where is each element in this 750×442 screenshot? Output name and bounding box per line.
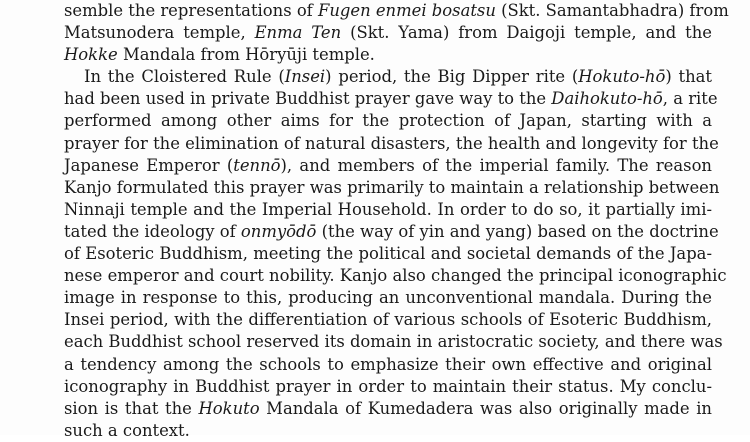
text-run: Mandala of Kumedadera was also originally made in: [259, 398, 712, 418]
italic-term: Daihokuto-hō: [551, 89, 663, 109]
text-run: Matsunodera temple,: [64, 23, 255, 43]
text-run: of Esoteric Buddhism, meeting the political and societal demands of the Japa-: [64, 244, 712, 264]
text-run: Kanjo formulated this prayer was primarily to maintain a relationship between: [64, 177, 720, 197]
text-run: (Skt. Samantabhadra) from: [495, 1, 729, 20]
italic-term: Hokuto-hō: [578, 67, 666, 87]
text-line: [64, 177, 720, 199]
paragraph-continuation: [64, 0, 729, 66]
text-run: performed among other aims for the protection of Japan, starting with a: [64, 111, 712, 131]
text-run: nese emperor and court nobility. Kanjo also changed the principal iconographic: [64, 266, 727, 286]
text-run: semble the representations of: [64, 1, 318, 20]
text-line: [64, 221, 719, 243]
text-run: image in response to this, producing an unconventional mandala. During the: [64, 288, 712, 308]
text-run: ) that: [665, 67, 713, 87]
paragraph: [64, 66, 727, 442]
text-line: [64, 265, 727, 287]
text-run: ) period, the Big Dipper rite (: [325, 67, 579, 87]
text-line: [64, 331, 723, 353]
text-line: [64, 199, 712, 221]
text-line: [64, 354, 712, 376]
text-line: [64, 287, 712, 309]
text-run: such a context.: [64, 420, 190, 440]
text-run: Insei period, with the differentiation of various schools of Esoteric Buddhism,: [64, 310, 712, 330]
text-line: [64, 44, 712, 66]
italic-term: Hokuto: [198, 398, 260, 418]
text-run: ), and members of the imperial family. The reason: [280, 155, 712, 175]
text-run: , a rite: [662, 89, 718, 109]
italic-term: Insei: [284, 67, 326, 87]
text-run: prayer for the elimination of natural disasters, the health and longevity for the: [64, 133, 719, 153]
text-run: Ninnaji temple and the Imperial Household. In order to do so, it partially imi-: [64, 199, 712, 219]
text-run: Mandala from Hōryūji temple.: [117, 45, 375, 65]
text-line: [64, 88, 718, 110]
text-line: [64, 22, 712, 44]
text-run: (Skt. Yama) from Daigoji temple, and the: [341, 23, 713, 43]
text-line: [64, 66, 712, 88]
italic-term: Hokke: [64, 45, 118, 65]
text-line: [64, 110, 712, 132]
italic-term: Enma Ten: [254, 23, 342, 43]
text-line: [64, 133, 719, 155]
text-run: In the Cloistered Rule (: [84, 67, 285, 87]
text-run: (the way of yin and yang) based on the doctrine: [316, 221, 719, 241]
text-run: a tendency among the schools to emphasize their own effective and original: [64, 354, 712, 374]
text-line: [64, 155, 712, 177]
text-run: iconography in Buddhist prayer in order to maintain their status. My conclu-: [64, 376, 712, 396]
body-text: [64, 0, 729, 442]
italic-term: Fugen enmei bosatsu: [317, 1, 496, 20]
text-run: had been used in private Buddhist prayer gave way to the: [64, 89, 552, 109]
text-run: sion is that the: [64, 398, 199, 418]
text-line: [64, 309, 712, 331]
text-run: each Buddhist school reserved its domain in aristocratic society, and there was: [64, 332, 723, 352]
text-run: tated the ideology of: [64, 221, 241, 241]
italic-term: tennō: [233, 155, 281, 175]
text-line: [64, 243, 712, 265]
text-line: [64, 420, 712, 442]
text-line: [64, 0, 729, 22]
text-line: [64, 376, 712, 398]
text-run: Japanese Emperor (: [64, 155, 234, 175]
italic-term: onmyōdō: [240, 221, 317, 241]
text-line: [64, 398, 712, 420]
